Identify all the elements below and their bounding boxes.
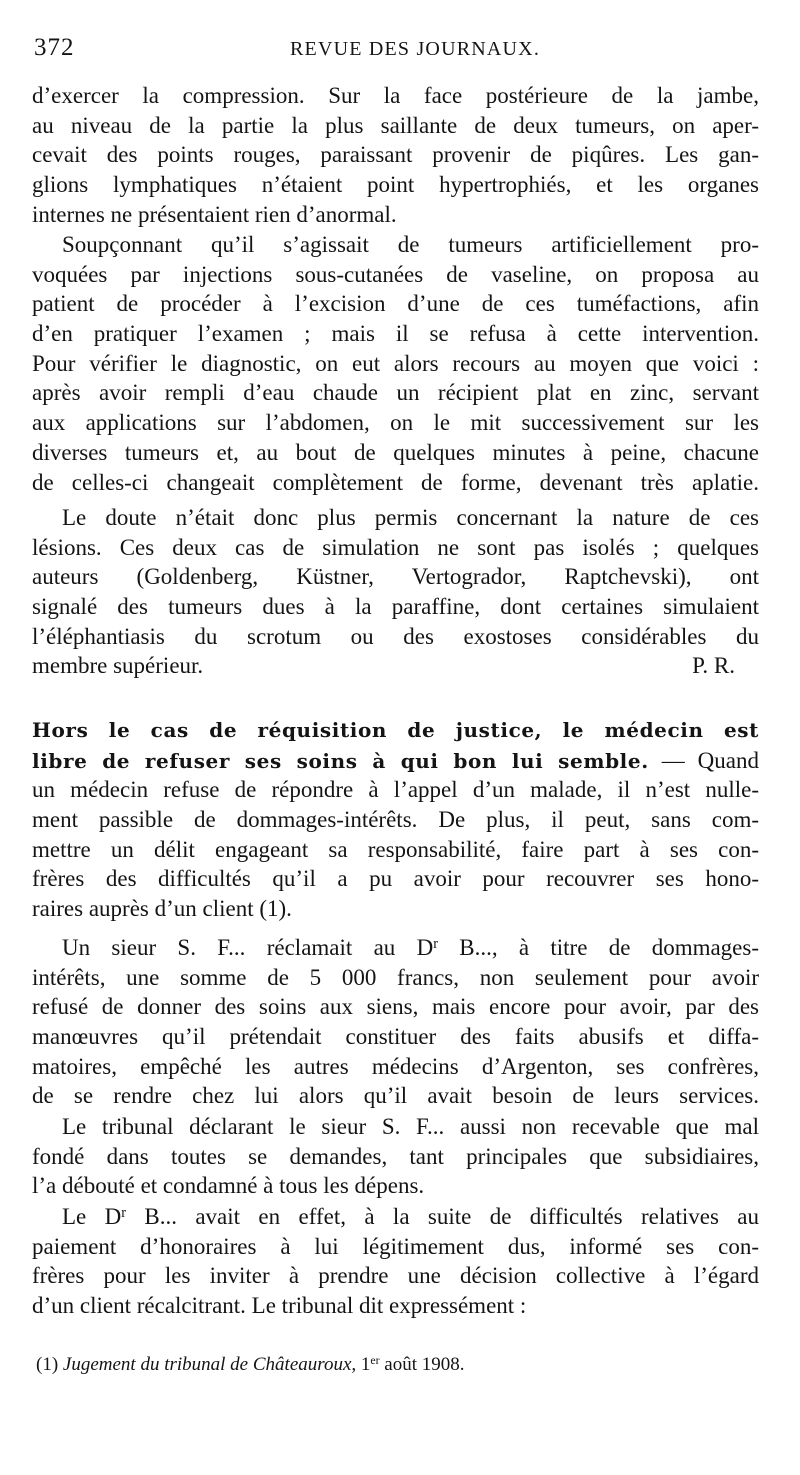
superscript: r: [121, 1204, 126, 1221]
text-line: manœuvres qu’il prétendait constituer des faits abusifs et diffa-: [32, 1024, 759, 1050]
text-line: internes ne présentaient rien d’anormal.: [32, 201, 397, 227]
text-line: frères pour les inviter à prendre une décision collective à l’égard: [32, 1263, 759, 1289]
section-title-continued: [32, 746, 759, 776]
text-line: d’un client récalcitrant. Le tribunal dit expressément :: [32, 1293, 527, 1319]
text-fragment: Un sieur S. F... réclamait au D: [62, 935, 434, 960]
footnote-marker: (1): [36, 1354, 63, 1375]
text-line: Soupçonnant qu’il s’agissait de tumeurs artificiellement pro-: [62, 232, 759, 257]
paragraph-diagnostic: [32, 230, 759, 497]
text-line: cevait des points rouges, paraissant provenir de piqûres. Les gan-: [32, 142, 759, 168]
text-line: matoires, empêché les autres médecins d’Argenton, ses confrères,: [32, 1053, 759, 1079]
footnote: [36, 1354, 465, 1376]
text-fragment: Le D: [62, 1204, 122, 1229]
text-line: paiement d’honoraires à lui légitimement dus, informé ses con-: [32, 1233, 759, 1259]
text-line: lésions. Ces deux cas de simulation ne sont pas isolés ; quelques: [32, 534, 759, 560]
text-line: au niveau de la partie la plus saillante de deux tumeurs, on aper-: [32, 112, 759, 138]
text-line: intérêts, une somme de 5 000 francs, non seulement pour avoir: [32, 964, 759, 990]
section-title-bold-part: libre de refuser ses soins à qui bon lui semble.: [32, 748, 649, 773]
text-line: de celles-ci changeait complètement de forme, devenant très aplatie.: [32, 469, 759, 495]
text-line: de se rendre chez lui alors qu’il avait besoin de leurs services.: [32, 1083, 759, 1109]
text-line: fondé dans toutes se demandes, tant principales que subsidiaires,: [32, 1143, 759, 1169]
journal-title: REVUE DES JOURNAUX.: [290, 38, 541, 60]
running-head: [32, 30, 760, 64]
footnote-citation: Jugement du tribunal de Châteauroux,: [62, 1354, 357, 1375]
paragraph-compression: [32, 81, 759, 229]
footnote-date: 1: [356, 1354, 371, 1375]
paragraph-reclamation: [32, 933, 759, 1111]
text-line: [32, 1202, 759, 1232]
text-line: raires auprès d’un client (1).: [32, 896, 292, 922]
text-line-with-signature: [32, 651, 759, 681]
text-line: ment passible de dommages-intérêts. De plus, il peut, sans com-: [32, 807, 759, 833]
text-line: aux applications sur l’abdomen, on le mit successivement sur les: [32, 410, 759, 436]
text-line: après avoir rempli d’eau chaude un récipient plat en zinc, servant: [32, 380, 759, 406]
text-line: auteurs (Goldenberg, Küstner, Vertogrador, Raptchevski), ont: [32, 564, 759, 590]
section-title: Hors le cas de réquisition de justice, le médecin est: [32, 718, 759, 742]
paragraph-explication: [32, 1202, 759, 1321]
paragraph-conclusion: [32, 503, 759, 681]
text-fragment: B..., à titre de dommages-: [437, 935, 759, 960]
text-line: diverses tumeurs et, au bout de quelques minutes à peine, chacune: [32, 439, 759, 465]
section-refus-de-soins: [32, 716, 759, 924]
footnote-date: août 1908.: [379, 1354, 465, 1375]
text-line: Pour vérifier le diagnostic, on eut alors recours au moyen que voici :: [32, 350, 759, 376]
text-line: d’en pratiquer l’examen ; mais il se refusa à cette intervention.: [32, 321, 759, 347]
text-line: patient de procéder à l’excision d’une de ces tuméfactions, afin: [32, 291, 759, 317]
text-line: mettre un délit engageant sa responsabilité, faire part à ses con-: [32, 836, 759, 862]
text-line: glions lymphatiques n’étaient point hypertrophiés, et les organes: [32, 172, 759, 198]
text-line: signalé des tumeurs dues à la paraffine, dont certaines simulaient: [32, 594, 759, 620]
text-line: [32, 933, 759, 963]
text-line: frères des difficultés qu’il a pu avoir pour recouvrer ses hono-: [32, 866, 759, 892]
text-line: Le tribunal déclarant le sieur S. F... aussi non recevable que mal: [62, 1114, 759, 1139]
text-line: voquées par injections sous-cutanées de vaseline, on proposa au: [32, 261, 759, 287]
text-line: l’éléphantiasis du scrotum ou des exostoses considérables du: [32, 623, 759, 649]
text-fragment: B... avait en effet, à la suite de difficultés relatives au: [126, 1204, 759, 1229]
superscript: r: [433, 935, 438, 952]
page-number: 372: [34, 34, 75, 61]
superscript: er: [370, 1354, 380, 1368]
text-fragment: membre supérieur.: [32, 653, 204, 679]
text-line: l’a débouté et condamné à tous les dépens.: [32, 1173, 425, 1199]
text-line: Le doute n’était donc plus permis concernant la nature de ces: [62, 505, 759, 530]
paragraph-tribunal: [32, 1112, 759, 1201]
text-line: un médecin refuse de répondre à l’appel d’un malade, il n’est nulle-: [32, 777, 759, 803]
text-fragment: — Quand: [648, 747, 759, 773]
author-signature: P. R.: [692, 653, 735, 679]
text-line: refusé de donner des soins aux siens, mais encore pour avoir, par des: [32, 994, 759, 1020]
text-line: d’exercer la compression. Sur la face postérieure de la jambe,: [32, 83, 759, 108]
